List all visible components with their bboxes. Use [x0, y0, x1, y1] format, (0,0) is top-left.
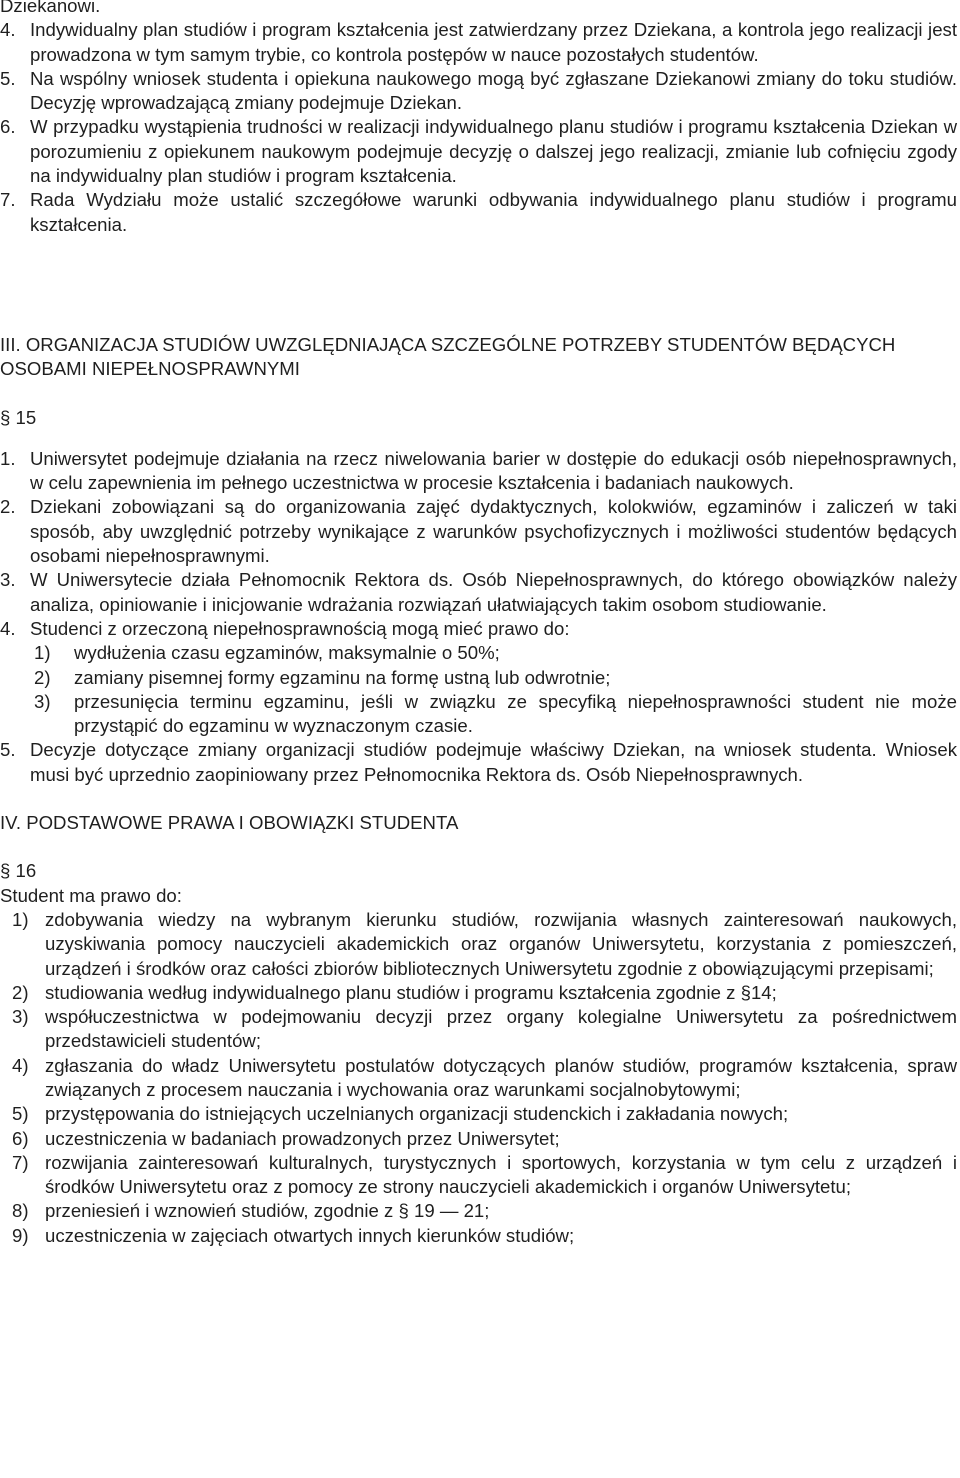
section-3-heading: III. ORGANIZACJA STUDIÓW UWZGLĘDNIAJĄCA SZCZEGÓLNE POTRZEBY STUDENTÓW BĘDĄCYCH OSOBAMI NIEPEŁNOSPRAWNYMI: [0, 333, 896, 380]
item-number: 6.: [0, 116, 16, 138]
item-number: 2.: [0, 496, 16, 518]
item-number: 4.: [0, 617, 16, 639]
item-text: Uniwersytet podejmuje działania na rzecz niwelowania barier w dostępie do edukacji osób niepełnosprawnych, w celu zapewnienia im pełnego uczestnictwa w procesie kształcenia i badaniach naukowych.: [30, 447, 957, 494]
list-item: [0, 1054, 957, 1103]
list-item: [0, 115, 957, 188]
list-item: [0, 1127, 957, 1151]
section-4-heading: IV. PODSTAWOWE PRAWA I OBOWIĄZKI STUDENTA: [0, 812, 459, 834]
list-item: [0, 1199, 957, 1223]
list-item: [0, 1005, 957, 1054]
item-text: Indywidualny plan studiów i program kształcenia jest zatwierdzany przez Dziekana, a kontrola jego realizacji jest prowadzona w tym samym trybie, co kontrola postępów w nauce pozostałych studentów.: [30, 19, 957, 65]
list-item: [0, 1224, 957, 1248]
list-item: [0, 67, 957, 116]
list-item: [0, 738, 957, 787]
list-item: [0, 18, 957, 67]
item-text: współuczestnictwa w podejmowaniu decyzji przez organy kolegialne Uniwersytetu za pośrednictwem przedstawicieli studentów;: [45, 1006, 957, 1052]
item-number: 2): [34, 666, 51, 688]
list-item: [0, 447, 957, 496]
item-number: 9): [12, 1224, 29, 1246]
section-4-list: [0, 908, 957, 1248]
item-text: W przypadku wystąpienia trudności w realizacji indywidualnego planu studiów i programu kształcenia Dziekan w porozumieniu z opiekunem naukowym podejmuje decyzję o dalszej jego realizacji, zmianie lub cofnięciu zgody na indywidualny plan studiów i program kształcenia.: [30, 116, 957, 187]
list-item: [0, 568, 957, 617]
item-number: 1): [12, 908, 29, 930]
sub-list-item: [0, 641, 957, 665]
item-number: 5.: [0, 739, 16, 761]
item-number: 5.: [0, 67, 16, 89]
list-item: [0, 1102, 957, 1126]
item-text: studiowania według indywidualnego planu studiów i programu kształcenia zgodnie z §14;: [45, 981, 777, 1003]
item-number: 1): [34, 642, 51, 664]
part2-list: [0, 18, 957, 237]
item-text: zdobywania wiedzy na wybranym kierunku studiów, rozwijania własnych zainteresowań naukowych, uzyskiwania pomocy nauczycieli akademickich oraz organów Uniwersytetu, korzystania z pomieszczeń, urządzeń i środków oraz całości zbiorów bibliotecznych Uniwersytetu zgodnie z obowiązującymi przepisami;: [45, 908, 957, 979]
sub-list-item: [0, 690, 957, 739]
item-text: uczestniczenia w zajęciach otwartych innych kierunków studiów;: [45, 1224, 575, 1246]
item-number: 3): [12, 1006, 29, 1028]
paragraph-15-mark: § 15: [0, 406, 37, 428]
item-text: Decyzje dotyczące zmiany organizacji studiów podejmuje właściwy Dziekan, na wniosek studenta. Wniosek musi być uprzednio zaopiniowany przez Pełnomocnika Rektora ds. Osób Niepełnosprawnych.: [30, 739, 957, 785]
item-number: 7): [12, 1151, 29, 1173]
item-text: rozwijania zainteresowań kulturalnych, turystycznych i sportowych, korzystania w tym celu z urządzeń i środków Uniwersytetu oraz z pomocy ze strony nauczycieli akademickich i organów Uniwersytetu;: [45, 1151, 957, 1198]
item-number: 8): [12, 1200, 29, 1222]
item-text: Dziekani zobowiązani są do organizowania zajęć dydaktycznych, kolokwiów, egzaminów i zaliczeń w taki sposób, aby uwzględnić potrzeby wynikające z warunków psychofizycznych i możliwości studentów będących osobami niepełnosprawnymi.: [30, 496, 957, 567]
item-text: Studenci z orzeczoną niepełnosprawnością mogą mieć prawo do:: [30, 617, 570, 639]
item-text: zamiany pisemnej formy egzaminu na formę ustną lub odwrotnie;: [74, 666, 611, 688]
item-text: uczestniczenia w badaniach prowadzonych przez Uniwersytet;: [45, 1127, 560, 1149]
list-item: [0, 908, 957, 981]
item-text: zgłaszania do władz Uniwersytetu postulatów dotyczących planów studiów, programów kształcenia, spraw związanych z procesem nauczania i wychowania oraz warunkami socjalnobytowymi;: [45, 1054, 957, 1100]
item-text: W Uniwersytecie działa Pełnomocnik Rektora ds. Osób Niepełnosprawnych, do którego obowiązków należy analiza, opiniowanie i inicjowanie wdrażania rozwiązań ułatwiających takim osobom studiowanie.: [30, 569, 957, 615]
item-text: Rada Wydziału może ustalić szczegółowe warunki odbywania indywidualnego planu studiów i programu kształcenia.: [30, 189, 957, 235]
continued-line: Dziekanowi.: [0, 0, 101, 16]
item-text: Na wspólny wniosek studenta i opiekuna naukowego mogą być zgłaszane Dziekanowi zmiany do toku studiów. Decyzję wprowadzającą zmiany podejmuje Dziekan.: [30, 67, 957, 114]
item-text: wydłużenia czasu egzaminów, maksymalnie o 50%;: [74, 642, 500, 664]
list-item: [0, 981, 957, 1005]
section-4-intro: Student ma prawo do:: [0, 884, 182, 906]
item-number: 5): [12, 1103, 29, 1125]
item-text: przystępowania do istniejących uczelnianych organizacji studenckich i zakładania nowych;: [45, 1103, 789, 1125]
list-item: [0, 1151, 957, 1200]
item-number: 4.: [0, 19, 16, 41]
item-number: 4): [12, 1054, 29, 1076]
item-number: 3): [34, 690, 51, 712]
item-number: 7.: [0, 189, 16, 211]
sub-list: [0, 641, 957, 738]
item-text: przesunięcia terminu egzaminu, jeśli w związku ze specyfiką niepełnosprawności student nie może przystąpić do egzaminu w wyznaczonym czasie.: [74, 690, 957, 737]
list-item: [0, 617, 957, 641]
sub-list-item: [0, 666, 957, 690]
item-number: 6): [12, 1127, 29, 1149]
item-text: przeniesień i wznowień studiów, zgodnie z § 19 — 21;: [45, 1200, 490, 1222]
list-item: [0, 495, 957, 568]
item-number: 3.: [0, 569, 16, 591]
section-3-list: [0, 447, 957, 787]
item-number: 1.: [0, 447, 16, 469]
paragraph-16-mark: § 16: [0, 860, 37, 882]
item-number: 2): [12, 981, 29, 1003]
list-item: [0, 188, 957, 237]
